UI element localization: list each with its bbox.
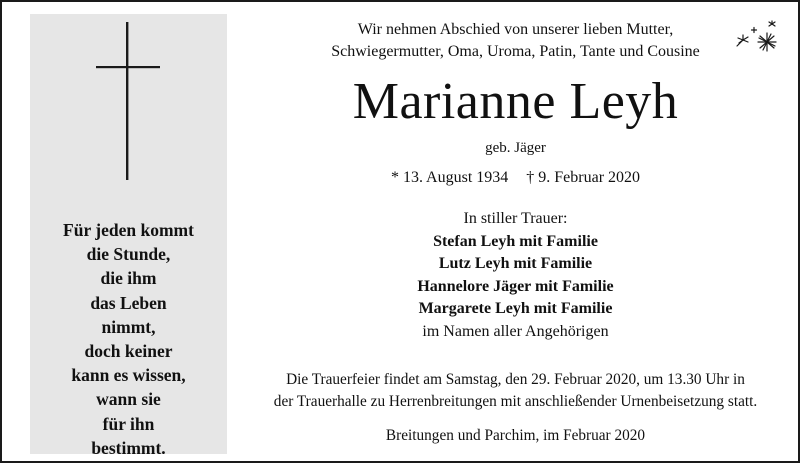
verse-line: doch keiner	[84, 341, 173, 362]
mourner-family: Lutz Leyh mit Familie	[438, 255, 593, 272]
intro-line: Schwiegermutter, Oma, Uroma, Patin, Tante und Cousine	[331, 43, 700, 60]
mourner-family: Margarete Leyh mit Familie	[418, 300, 613, 317]
verse-line: die Stunde,	[86, 244, 171, 265]
verse-line: das Leben	[90, 292, 167, 313]
verse	[30, 218, 227, 460]
intro-line: Wir nehmen Abschied von unserer lieben Mutter,	[357, 21, 674, 38]
verse-line: nimmt,	[101, 316, 156, 337]
mourners-heading: In stiller Trauer:	[463, 210, 568, 227]
cross-icon	[30, 14, 227, 194]
service-line: der Trauerhalle zu Herrenbreitungen mit anschließender Urnenbeisetzung statt.	[273, 393, 758, 410]
service-line: Die Trauerfeier findet am Samstag, den 29. Februar 2020, um 13.30 Uhr in	[286, 371, 745, 388]
mourners-closing: im Namen aller Angehörigen	[422, 322, 609, 340]
mourner-family: Stefan Leyh mit Familie	[433, 232, 598, 250]
intro-text	[238, 19, 793, 63]
deceased-name: Marianne Leyh	[352, 73, 679, 130]
service-info	[238, 369, 793, 413]
mourners-block	[238, 208, 793, 343]
verse-line: die ihm	[100, 268, 157, 289]
verse-line: für ihn	[102, 413, 155, 434]
verse-line: bestimmt.	[91, 437, 166, 458]
side-panel	[30, 14, 227, 458]
life-dates	[238, 167, 793, 189]
birth-name: geb. Jäger	[485, 140, 546, 156]
place-and-date: Breitungen und Parchim, im Februar 2020	[385, 427, 646, 444]
verse-line: wann sie	[96, 389, 161, 410]
birth-date: * 13. August 1934	[390, 169, 509, 186]
mourner-family: Hannelore Jäger mit Familie	[417, 277, 614, 295]
verse-line: kann es wissen,	[71, 365, 186, 386]
verse-line: Für jeden kommt	[63, 220, 194, 240]
death-date: † 9. Februar 2020	[526, 169, 641, 186]
